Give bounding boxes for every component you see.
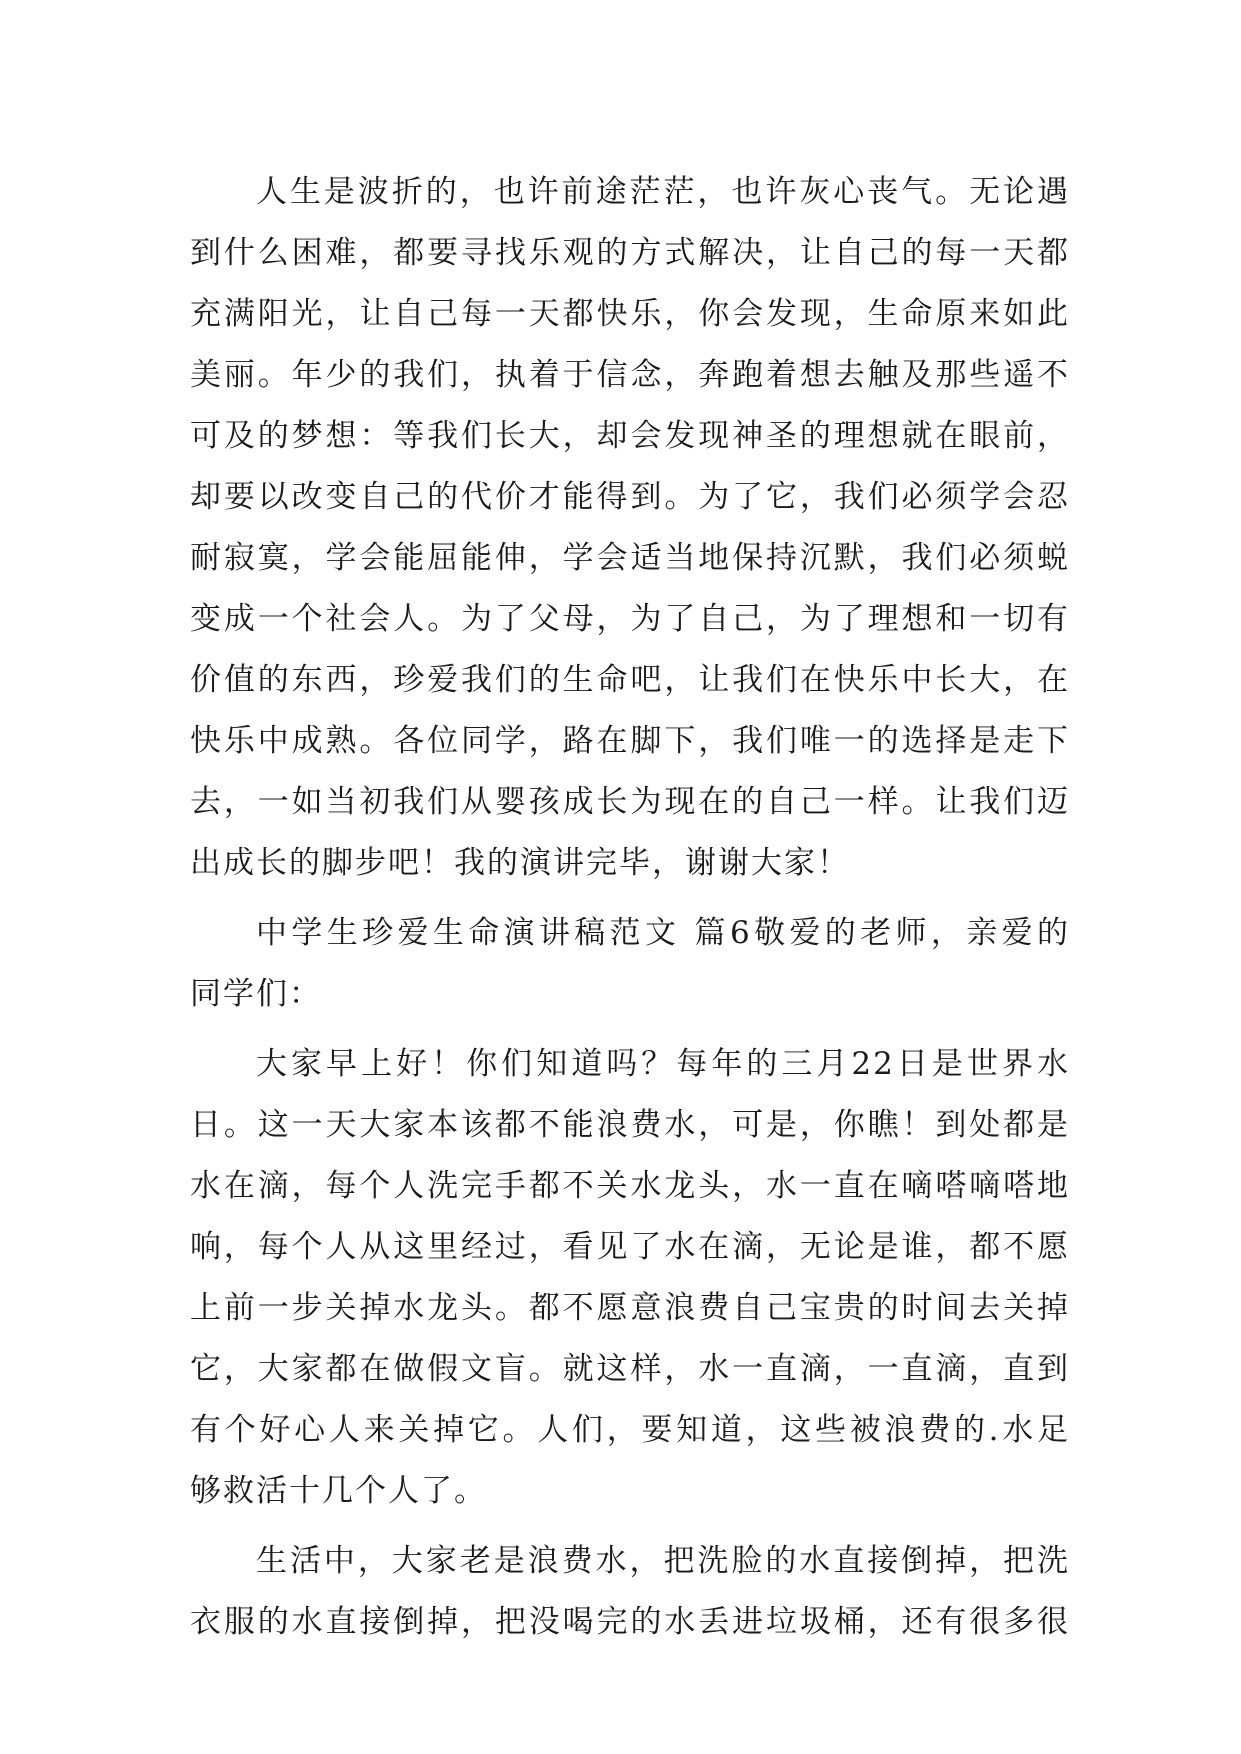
text-line: 去，一如当初我们从婴孩成长为现在的自己一样。让我们迈: [190, 784, 1070, 820]
paragraph-conclusion: [190, 162, 1070, 894]
text-line: 有个好心人来关掉它。人们，要知道，这些被浪费的.水足: [190, 1412, 1070, 1448]
text-line: 可及的梦想：等我们长大，却会发现神圣的理想就在眼前，: [190, 418, 1070, 454]
paragraph-heading-greeting: [190, 903, 1070, 1025]
text-line: 水在滴，每个人洗完手都不关水龙头，水一直在嘀嗒嘀嗒地: [190, 1168, 1070, 1204]
text-line: 却要以改变自己的代价才能得到。为了它，我们必须学会忍: [190, 479, 1070, 515]
text-line: 充满阳光，让自己每一天都快乐，你会发现，生命原来如此: [190, 296, 1070, 332]
text-line: 大家早上好！你们知道吗？每年的三月22日是世界水: [256, 1046, 1070, 1082]
section-heading-line: 中学生珍爱生命演讲稿范文 篇6敬爱的老师，亲爱的: [256, 915, 1070, 951]
text-line: 变成一个社会人。为了父母，为了自己，为了理想和一切有: [190, 601, 1070, 637]
text-line: 到什么困难，都要寻找乐观的方式解决，让自己的每一天都: [190, 235, 1070, 271]
text-line: 衣服的水直接倒掉，把没喝完的水丢进垃圾桶，还有很多很: [190, 1604, 1070, 1640]
text-line: 生活中，大家老是浪费水，把洗脸的水直接倒掉，把洗: [256, 1543, 1070, 1579]
text-line: 它，大家都在做假文盲。就这样，水一直滴，一直滴，直到: [190, 1351, 1070, 1387]
text-line: 价值的东西，珍爱我们的生命吧，让我们在快乐中长大，在: [190, 662, 1070, 698]
text-line: 人生是波折的，也许前途茫茫，也许灰心丧气。无论遇: [256, 174, 1070, 210]
text-line: 日。这一天大家本该都不能浪费水，可是，你瞧！到处都是: [190, 1107, 1070, 1143]
text-line: 响，每个人从这里经过，看见了水在滴，无论是谁，都不愿: [190, 1229, 1070, 1265]
text-line: 耐寂寞，学会能屈能伸，学会适当地保持沉默，我们必须蜕: [190, 540, 1070, 576]
text-line: 上前一步关掉水龙头。都不愿意浪费自己宝贵的时间去关掉: [190, 1290, 1070, 1326]
text-line: 出成长的脚步吧！我的演讲完毕，谢谢大家！: [190, 845, 850, 881]
paragraph-daily-waste: [190, 1531, 1070, 1653]
text-line: 快乐中成熟。各位同学，路在脚下，我们唯一的选择是走下: [190, 723, 1070, 759]
text-line: 够救活十几个人了。: [190, 1473, 487, 1509]
text-line: 美丽。年少的我们，执着于信念，奔跑着想去触及那些遥不: [190, 357, 1070, 393]
document-body: [190, 162, 1070, 1653]
paragraph-water-day: [190, 1034, 1070, 1522]
text-line: 同学们：: [190, 976, 322, 1012]
